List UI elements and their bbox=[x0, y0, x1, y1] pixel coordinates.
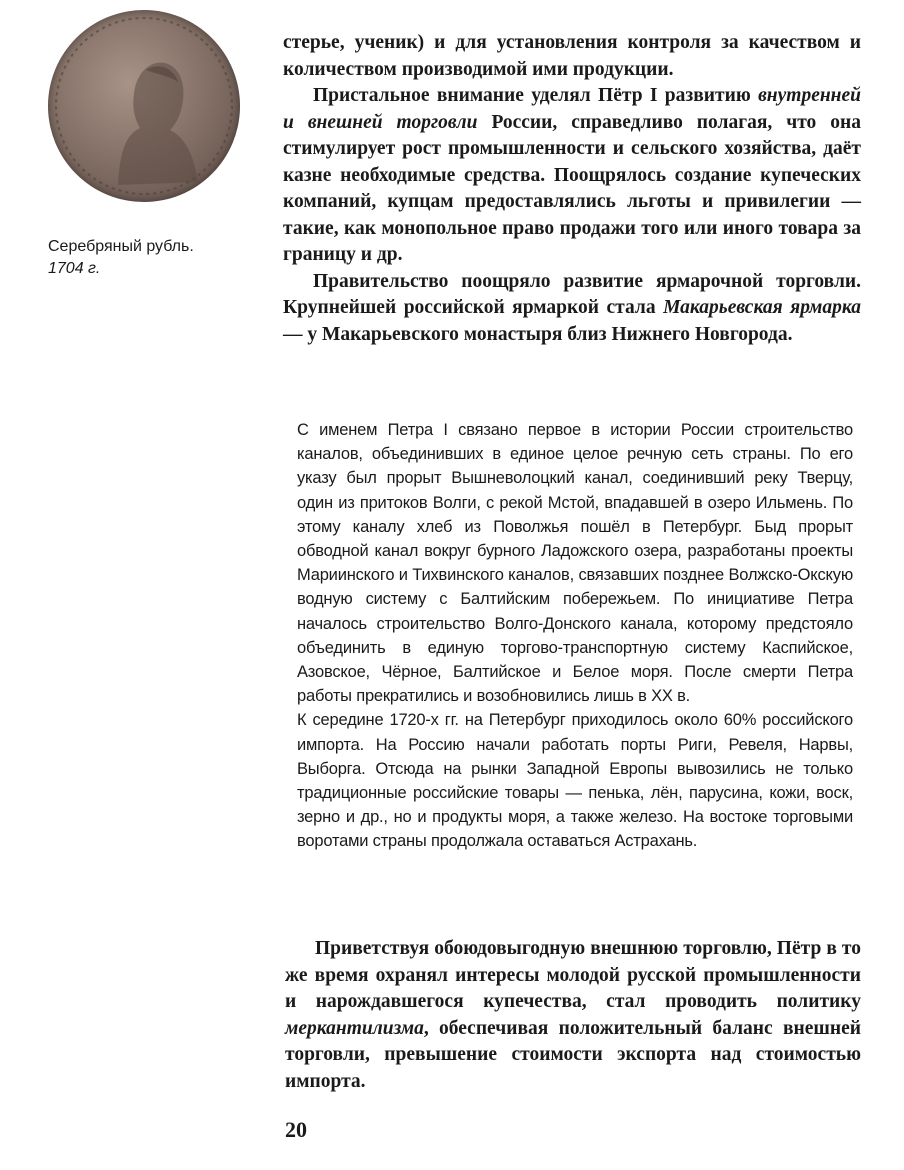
paragraph-3-emphasis: Макарьевская ярмарка bbox=[663, 297, 861, 318]
paragraph-2-start: Пристальное внимание уделял Пётр I развитию bbox=[313, 85, 759, 106]
caption-title: Серебряный рубль. bbox=[48, 238, 194, 255]
paragraph-1: стерье, ученик) и для установления контроля за качеством и количеством производимой ими продукции. bbox=[283, 32, 861, 80]
paragraph-2-end: России, справедливо полагая, что она стимулирует рост промышленности и сельского хозяйства, даёт казне необходимые средства. Поощрялось создание купеческих компаний, купцам предоставлялись льготы и привилегии — такие, как монопольное право продажи того или иного товара за границу и др. bbox=[283, 111, 861, 265]
caption-year: 1704 г. bbox=[48, 260, 101, 277]
paragraph-3-end: — у Макарьевского монастыря близ Нижнего Новгорода. bbox=[283, 323, 793, 345]
inset-paragraph-2: К середине 1720-х гг. на Петербург приходилось около 60% российского импорта. На Россию начали работать порты Риги, Ревеля, Нарвы, Выборга. Отсюда на рынки Западной Европы вывозились не только традиционные российские товары — пенька, лён, парусина, кожи, воск, зерно и др., но и продукты моря, а также железо. На востоке торговыми воротами страны продолжала оставаться Астрахань. bbox=[297, 711, 853, 851]
image-caption bbox=[48, 236, 194, 280]
coin-portrait-icon bbox=[48, 10, 240, 202]
silver-ruble-coin-image bbox=[48, 10, 240, 202]
paragraph-4 bbox=[285, 936, 861, 1095]
inset-paragraph-1: С именем Петра I связано первое в истории России строительство каналов, объединивших в единое целое речную сеть страны. По его указу был прорыт Вышневолоцкий канал, соединивший реку Тверцу, один из притоков Волги, с рекой Мстой, впадавшей в озеро Ильмень. По этому каналу хлеб из Поволжья пошёл в Петербург. Быд прорыт обводной канал вокруг бурного Ладожского озера, разработаны проекты Мариинского и Тихвинского каналов, связавших позднее Волжско-Окскую водную систему с Балтийским побережьем. По инициативе Петра началось строительство Волго-Донского канала, которому предстояло объединить в единую торгово-транспортную систему Каспийское, Азовское, Чёрное, Балтийское и Белое моря. После смерти Петра работы прекратились и возобновились лишь в XX в. bbox=[297, 421, 853, 706]
inset-text-box bbox=[297, 418, 853, 854]
paragraph-4-start: Приветствуя обоюдовыгодную внешнюю торговлю, Пётр в то же время охранял интересы молодой русской промышленности и нарождавшегося купечества, стал проводить политику bbox=[285, 938, 861, 1012]
paragraph-4-end: , обеспечивая положительный баланс внешней торговли, превышение стоимости экспорта над стоимостью импорта. bbox=[285, 1017, 861, 1092]
main-text-block bbox=[283, 30, 861, 348]
paragraph-3 bbox=[283, 269, 861, 349]
paragraph-4-emphasis: меркантилизма bbox=[285, 1017, 424, 1039]
paragraph-2 bbox=[283, 83, 861, 269]
paragraph-2-emphasis: внутренней и внешней торговли bbox=[283, 85, 861, 133]
closing-text-block bbox=[285, 936, 861, 1095]
paragraph-3-start: Правительство поощряло развитие ярмарочной торговли. Крупнейшей российской ярмаркой стала bbox=[283, 270, 861, 318]
page-number: 20 bbox=[285, 1117, 307, 1142]
